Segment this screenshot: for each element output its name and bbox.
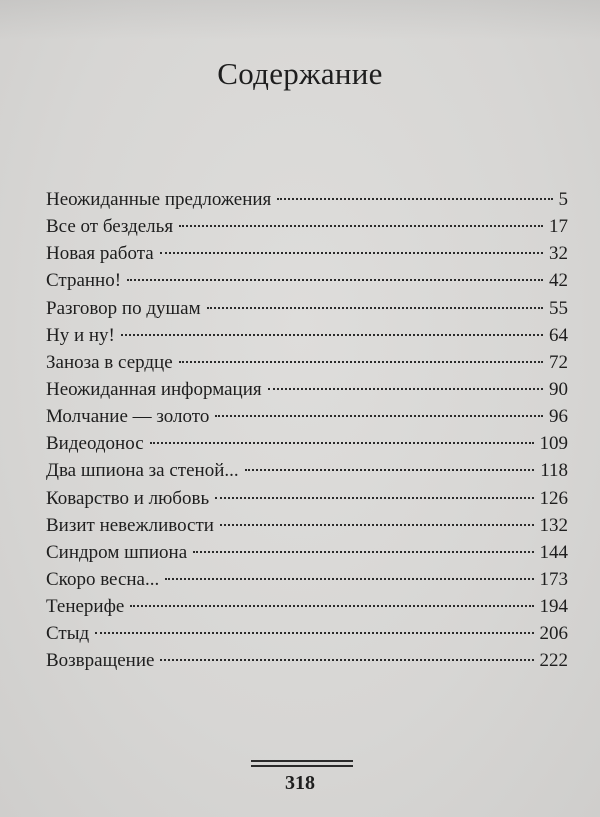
toc-entry-title: Коварство и любовь	[46, 487, 210, 509]
toc-entry	[46, 593, 568, 620]
toc-dot-leader	[215, 497, 533, 499]
toc-dot-leader	[220, 524, 534, 526]
toc-entry-title: Два шпиона за стеной...	[46, 460, 239, 482]
footer-rule-top	[251, 760, 353, 762]
toc-entry-page: 118	[540, 460, 568, 482]
toc-entry-page: 64	[549, 324, 568, 346]
toc-entry	[46, 485, 568, 512]
toc-entry-title: Новая работа	[46, 243, 154, 265]
toc-entry-title: Ну и ну!	[46, 324, 115, 346]
toc-entry-title: Возвращение	[46, 650, 155, 672]
page-shadow	[0, 0, 600, 40]
toc-dot-leader	[179, 225, 543, 227]
toc-entry	[46, 376, 568, 403]
toc-entry-page: 90	[549, 378, 568, 400]
toc-entry-page: 173	[539, 568, 568, 590]
toc-entry-page: 109	[539, 433, 568, 455]
toc-entry-page: 222	[539, 650, 568, 672]
toc-dot-leader	[179, 361, 543, 363]
toc-entry	[46, 647, 568, 674]
toc-dot-leader	[245, 469, 535, 471]
toc-entry	[46, 322, 568, 349]
toc-entry-page: 194	[539, 596, 568, 618]
toc-entry-title: Странно!	[46, 270, 122, 292]
toc-entry-title: Визит невежливости	[46, 514, 214, 536]
toc-entry-title: Стыд	[46, 623, 90, 645]
toc-entry	[46, 430, 568, 457]
toc-entry-page: 206	[539, 623, 568, 645]
toc-entry	[46, 213, 568, 240]
toc-entry	[46, 186, 568, 213]
toc-entry-title: Неожиданная информация	[46, 378, 262, 400]
toc-entry-page: 72	[549, 351, 568, 373]
toc-entry	[46, 620, 568, 647]
toc-entry-title: Разговор по душам	[46, 297, 201, 319]
page-number: 318	[285, 772, 315, 794]
toc-entry-title: Скоро весна...	[46, 568, 160, 590]
toc-dot-leader	[150, 442, 534, 444]
toc-dot-leader	[207, 307, 543, 309]
toc-entry-title: Все от безделья	[46, 216, 174, 238]
toc-entry	[46, 349, 568, 376]
toc-dot-leader	[127, 279, 543, 281]
toc-entry-title: Заноза в сердце	[46, 351, 173, 373]
toc-entry-page: 144	[539, 541, 568, 563]
toc-entry-page: 17	[549, 216, 568, 238]
toc-entry-title: Тенерифе	[46, 596, 125, 618]
toc-entry-page: 132	[539, 514, 568, 536]
toc-entry-page: 32	[549, 243, 568, 265]
toc-dot-leader	[215, 415, 543, 417]
table-of-contents	[46, 186, 568, 675]
toc-entry-title: Молчание — золото	[46, 406, 210, 428]
toc-entry-title: Синдром шпиона	[46, 541, 188, 563]
toc-entry-page: 42	[549, 270, 568, 292]
toc-entry	[46, 566, 568, 593]
toc-dot-leader	[277, 198, 552, 200]
toc-dot-leader	[130, 605, 533, 607]
toc-entry-page: 96	[549, 406, 568, 428]
toc-entry	[46, 539, 568, 566]
toc-entry	[46, 267, 568, 294]
toc-entry-page: 5	[558, 189, 568, 210]
page-title: Содержание	[217, 56, 383, 91]
toc-entry	[46, 457, 568, 484]
toc-dot-leader	[193, 551, 533, 553]
toc-dot-leader	[121, 334, 543, 336]
toc-dot-leader	[160, 252, 543, 254]
toc-entry-page: 55	[549, 297, 568, 319]
toc-dot-leader	[165, 578, 533, 580]
toc-dot-leader	[268, 388, 543, 390]
toc-dot-leader	[95, 632, 533, 634]
footer-rule-bottom	[251, 765, 353, 767]
toc-dot-leader	[160, 659, 533, 661]
toc-entry-title: Неожиданные предложения	[46, 189, 272, 210]
toc-entry-title: Видеодонос	[46, 433, 144, 455]
toc-entry	[46, 240, 568, 267]
toc-entry	[46, 295, 568, 322]
toc-entry	[46, 512, 568, 539]
toc-entry-page: 126	[539, 487, 568, 509]
toc-entry	[46, 403, 568, 430]
